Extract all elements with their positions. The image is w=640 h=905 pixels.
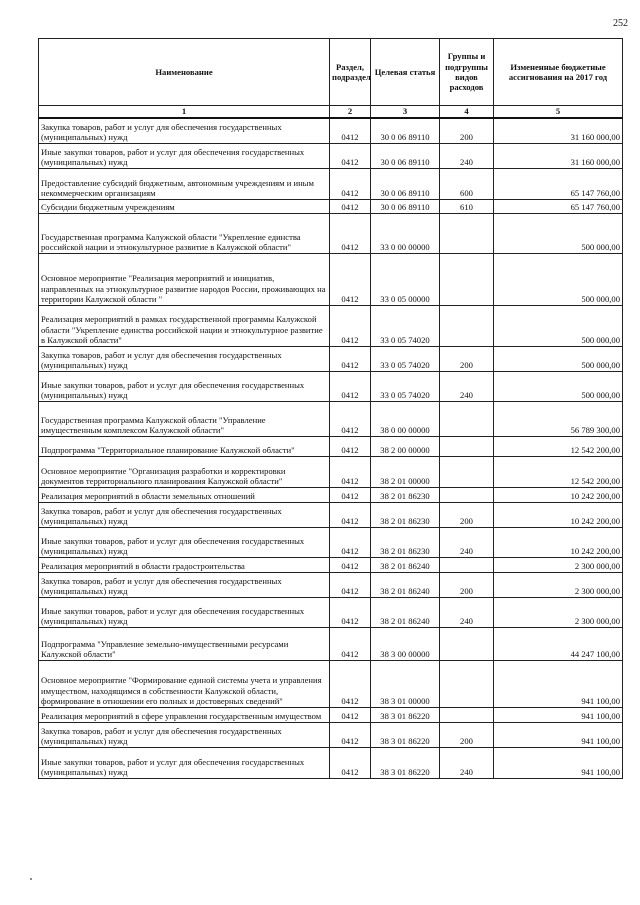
table-row	[39, 627, 623, 660]
cell-summa: 10 242 200,00	[494, 527, 623, 557]
cell-razdel: 0412	[330, 557, 371, 572]
cell-celevaya: 38 2 01 86240	[371, 572, 440, 597]
cell-gruppa	[440, 253, 494, 305]
cell-celevaya: 38 3 01 86220	[371, 747, 440, 778]
header-razdel: Раздел, подраздел	[330, 39, 371, 106]
cell-summa: 2 300 000,00	[494, 557, 623, 572]
cell-summa: 500 000,00	[494, 346, 623, 371]
cell-summa: 500 000,00	[494, 371, 623, 401]
cell-name: Закупка товаров, работ и услуг для обеспечения государственных (муниципальных) нужд	[39, 502, 330, 527]
cell-celevaya: 30 0 06 89110	[371, 168, 440, 199]
cell-name: Основное мероприятие "Формирование единой системы учета и управления имуществом, находящимся в собственности Калужской области, формирование в отношении его полных и достоверных сведений"	[39, 660, 330, 707]
cell-razdel: 0412	[330, 143, 371, 168]
cell-name: Иные закупки товаров, работ и услуг для обеспечения государственных (муниципальных) нужд	[39, 371, 330, 401]
table-row	[39, 213, 623, 253]
table-row	[39, 707, 623, 722]
cell-celevaya: 38 3 01 00000	[371, 660, 440, 707]
cell-gruppa: 200	[440, 722, 494, 747]
cell-razdel: 0412	[330, 502, 371, 527]
cell-summa: 500 000,00	[494, 253, 623, 305]
cell-name: Подпрограмма "Территориальное планирование Калужской области"	[39, 436, 330, 456]
table-row	[39, 143, 623, 168]
cell-name: Основное мероприятие "Организация разработки и корректировки документов территориального планирования Калужской области"	[39, 456, 330, 487]
cell-celevaya: 38 2 00 00000	[371, 436, 440, 456]
cell-celevaya: 33 0 05 74020	[371, 371, 440, 401]
cell-celevaya: 38 0 00 00000	[371, 401, 440, 436]
cell-summa: 941 100,00	[494, 722, 623, 747]
cell-name: Подпрограмма "Управление земельно-имущественными ресурсами Калужской области"	[39, 627, 330, 660]
table-row	[39, 253, 623, 305]
cell-celevaya: 30 0 06 89110	[371, 199, 440, 213]
cell-name: Реализация мероприятий в области градостроительства	[39, 557, 330, 572]
table-row	[39, 502, 623, 527]
cell-name: Основное мероприятие "Реализация мероприятий и инициатив, направленных на этнокультурное развитие народов России, проживающих на территории Калужской области "	[39, 253, 330, 305]
table-row	[39, 597, 623, 627]
cell-razdel: 0412	[330, 305, 371, 346]
table-row	[39, 436, 623, 456]
cell-razdel: 0412	[330, 346, 371, 371]
cell-razdel: 0412	[330, 168, 371, 199]
cell-name: Государственная программа Калужской области "Укрепление единства российской нации и этнокультурное развитие в Калужской области"	[39, 213, 330, 253]
cell-razdel: 0412	[330, 747, 371, 778]
cell-summa: 941 100,00	[494, 707, 623, 722]
cell-gruppa: 240	[440, 747, 494, 778]
cell-razdel: 0412	[330, 436, 371, 456]
cell-celevaya: 33 0 05 00000	[371, 253, 440, 305]
cell-gruppa: 240	[440, 527, 494, 557]
cell-razdel: 0412	[330, 627, 371, 660]
cell-summa: 2 300 000,00	[494, 572, 623, 597]
cell-celevaya: 38 3 00 00000	[371, 627, 440, 660]
cell-celevaya: 38 2 01 86230	[371, 502, 440, 527]
table-row	[39, 747, 623, 778]
cell-gruppa	[440, 305, 494, 346]
cell-razdel: 0412	[330, 722, 371, 747]
table-row	[39, 572, 623, 597]
cell-summa: 941 100,00	[494, 660, 623, 707]
cell-razdel: 0412	[330, 199, 371, 213]
cell-summa: 44 247 100,00	[494, 627, 623, 660]
cell-gruppa	[440, 401, 494, 436]
cell-summa: 2 300 000,00	[494, 597, 623, 627]
cell-gruppa: 600	[440, 168, 494, 199]
header-row	[39, 39, 623, 106]
cell-razdel: 0412	[330, 456, 371, 487]
cell-summa: 65 147 760,00	[494, 199, 623, 213]
cell-razdel: 0412	[330, 213, 371, 253]
cell-gruppa: 240	[440, 143, 494, 168]
header-celevaya: Целевая статья	[371, 39, 440, 106]
cell-celevaya: 33 0 05 74020	[371, 305, 440, 346]
table-row	[39, 456, 623, 487]
cell-razdel: 0412	[330, 253, 371, 305]
table-row	[39, 527, 623, 557]
header-summa: Измененные бюджетные ассигнования на 2017 год	[494, 39, 623, 106]
cell-summa: 941 100,00	[494, 747, 623, 778]
cell-name: Предоставление субсидий бюджетным, автономным учреждениям и иным некоммерческим организациям	[39, 168, 330, 199]
cell-name: Иные закупки товаров, работ и услуг для обеспечения государственных (муниципальных) нужд	[39, 143, 330, 168]
cell-name: Субсидии бюджетным учреждениям	[39, 199, 330, 213]
cell-gruppa	[440, 557, 494, 572]
column-number: 2	[330, 106, 371, 119]
cell-gruppa: 240	[440, 371, 494, 401]
column-number: 3	[371, 106, 440, 119]
cell-gruppa: 200	[440, 572, 494, 597]
table-row	[39, 557, 623, 572]
scan-speck	[30, 878, 32, 880]
cell-gruppa: 200	[440, 502, 494, 527]
cell-summa: 31 160 000,00	[494, 143, 623, 168]
cell-summa: 31 160 000,00	[494, 118, 623, 143]
cell-summa: 10 242 200,00	[494, 502, 623, 527]
cell-gruppa	[440, 660, 494, 707]
cell-razdel: 0412	[330, 707, 371, 722]
cell-gruppa	[440, 487, 494, 502]
table-row	[39, 199, 623, 213]
cell-summa: 500 000,00	[494, 213, 623, 253]
table-row	[39, 118, 623, 143]
cell-celevaya: 30 0 06 89110	[371, 143, 440, 168]
cell-razdel: 0412	[330, 118, 371, 143]
cell-razdel: 0412	[330, 527, 371, 557]
header-name: Наименование	[39, 39, 330, 106]
table-row	[39, 722, 623, 747]
cell-summa: 10 242 200,00	[494, 487, 623, 502]
cell-name: Государственная программа Калужской области "Управление имущественным комплексом Калужской области"	[39, 401, 330, 436]
cell-summa: 56 789 300,00	[494, 401, 623, 436]
table-row	[39, 168, 623, 199]
cell-gruppa	[440, 707, 494, 722]
cell-celevaya: 38 3 01 86220	[371, 722, 440, 747]
cell-gruppa	[440, 436, 494, 456]
column-number: 5	[494, 106, 623, 119]
column-number: 1	[39, 106, 330, 119]
cell-celevaya: 38 2 01 86240	[371, 597, 440, 627]
column-number: 4	[440, 106, 494, 119]
cell-summa: 12 542 200,00	[494, 456, 623, 487]
cell-name: Закупка товаров, работ и услуг для обеспечения государственных (муниципальных) нужд	[39, 346, 330, 371]
table-row	[39, 371, 623, 401]
cell-razdel: 0412	[330, 572, 371, 597]
cell-name: Закупка товаров, работ и услуг для обеспечения государственных (муниципальных) нужд	[39, 572, 330, 597]
cell-celevaya: 38 2 01 86230	[371, 487, 440, 502]
cell-celevaya: 38 2 01 00000	[371, 456, 440, 487]
cell-summa: 65 147 760,00	[494, 168, 623, 199]
cell-name: Реализация мероприятий в сфере управления государственным имуществом	[39, 707, 330, 722]
cell-celevaya: 30 0 06 89110	[371, 118, 440, 143]
cell-celevaya: 38 2 01 86230	[371, 527, 440, 557]
cell-celevaya: 33 0 00 00000	[371, 213, 440, 253]
table-row	[39, 305, 623, 346]
cell-razdel: 0412	[330, 597, 371, 627]
table-row	[39, 401, 623, 436]
cell-name: Иные закупки товаров, работ и услуг для обеспечения государственных (муниципальных) нужд	[39, 747, 330, 778]
table-row	[39, 487, 623, 502]
cell-razdel: 0412	[330, 401, 371, 436]
cell-name: Закупка товаров, работ и услуг для обеспечения государственных (муниципальных) нужд	[39, 118, 330, 143]
page-number: 252	[613, 18, 628, 29]
cell-celevaya: 33 0 05 74020	[371, 346, 440, 371]
cell-name: Иные закупки товаров, работ и услуг для обеспечения государственных (муниципальных) нужд	[39, 527, 330, 557]
table-body	[39, 118, 623, 778]
cell-razdel: 0412	[330, 660, 371, 707]
cell-gruppa	[440, 627, 494, 660]
table-row	[39, 346, 623, 371]
budget-table	[38, 38, 623, 779]
cell-summa: 500 000,00	[494, 305, 623, 346]
cell-celevaya: 38 2 01 86240	[371, 557, 440, 572]
cell-gruppa: 610	[440, 199, 494, 213]
cell-razdel: 0412	[330, 371, 371, 401]
cell-summa: 12 542 200,00	[494, 436, 623, 456]
header-gruppy: Группы и подгруппы видов расходов	[440, 39, 494, 106]
cell-gruppa: 240	[440, 597, 494, 627]
cell-gruppa	[440, 456, 494, 487]
cell-name: Иные закупки товаров, работ и услуг для обеспечения государственных (муниципальных) нужд	[39, 597, 330, 627]
cell-gruppa: 200	[440, 346, 494, 371]
cell-celevaya: 38 3 01 86220	[371, 707, 440, 722]
cell-name: Реализация мероприятий в области земельных отношений	[39, 487, 330, 502]
table-row	[39, 660, 623, 707]
cell-razdel: 0412	[330, 487, 371, 502]
cell-gruppa: 200	[440, 118, 494, 143]
cell-name: Закупка товаров, работ и услуг для обеспечения государственных (муниципальных) нужд	[39, 722, 330, 747]
cell-name: Реализация мероприятий в рамках государственной программы Калужской области "Укрепление единства российской нации и этнокультурное развитие в Калужской области"	[39, 305, 330, 346]
cell-gruppa	[440, 213, 494, 253]
column-number-row	[39, 106, 623, 119]
